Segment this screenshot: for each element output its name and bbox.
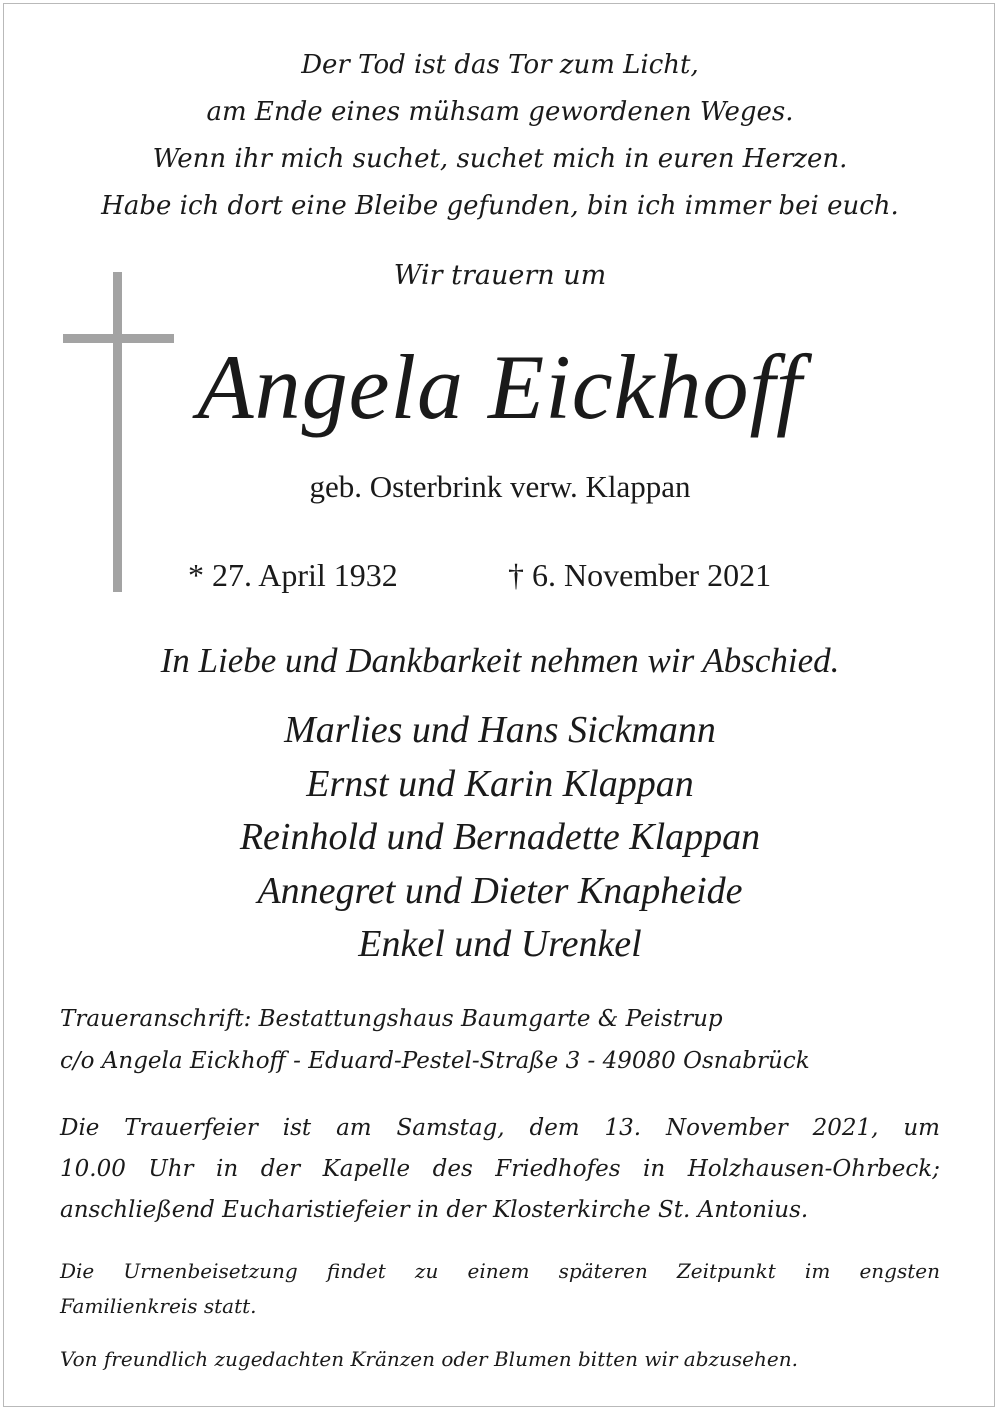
mourning-intro: Wir trauern um [393, 260, 607, 291]
poem [0, 42, 1000, 230]
urn-burial-info [60, 1254, 940, 1324]
service-line: Die Trauerfeier ist am Samstag, dem 13. November 2021, um [60, 1115, 940, 1141]
poem-line: Habe ich dort eine Bleibe gefunden, bin ich immer bei euch. [101, 191, 899, 221]
death-date: † 6. November 2021 [508, 557, 772, 593]
urn-line: Die Urnenbeisetzung findet zu einem späteren Zeitpunkt im engsten [60, 1259, 940, 1283]
flowers-note: Von freundlich zugedachten Kränzen oder Blumen bitten wir abzusehen. [60, 1347, 798, 1371]
poem-line: Der Tod ist das Tor zum Licht, [301, 50, 699, 80]
family-member: Enkel und Urenkel [358, 923, 642, 965]
address-line: Traueranschrift: Bestattungshaus Baumgarte & Peistrup [60, 1006, 723, 1032]
poem-line: Wenn ihr mich suchet, suchet mich in euren Herzen. [152, 144, 848, 174]
service-line: anschließend Eucharistiefeier in der Klosterkirche St. Antonius. [60, 1197, 809, 1223]
address-line: c/o Angela Eickhoff - Eduard-Pestel-Straße 3 - 49080 Osnabrück [60, 1048, 810, 1074]
family-member: Reinhold und Bernadette Klappan [239, 816, 761, 858]
birth-name: geb. Osterbrink verw. Klappan [309, 469, 691, 504]
poem-line: am Ende eines mühsam gewordenen Weges. [206, 97, 794, 127]
service-line: 10.00 Uhr in der Kapelle des Friedhofes in Holzhausen-Ohrbeck; [60, 1156, 940, 1182]
mourning-address [60, 998, 940, 1082]
birth-date: * 27. April 1932 [188, 557, 398, 593]
family-member: Marlies und Hans Sickmann [284, 709, 716, 751]
family-member: Ernst und Karin Klappan [306, 762, 694, 805]
family-member: Annegret und Dieter Knapheide [257, 869, 743, 912]
family-list [0, 704, 1000, 972]
urn-line: Familienkreis statt. [60, 1294, 257, 1318]
farewell-line: In Liebe und Dankbarkeit nehmen wir Abschied. [160, 641, 840, 680]
deceased-name: Angela Eickhoff [197, 336, 803, 438]
funeral-service-info [60, 1108, 940, 1231]
